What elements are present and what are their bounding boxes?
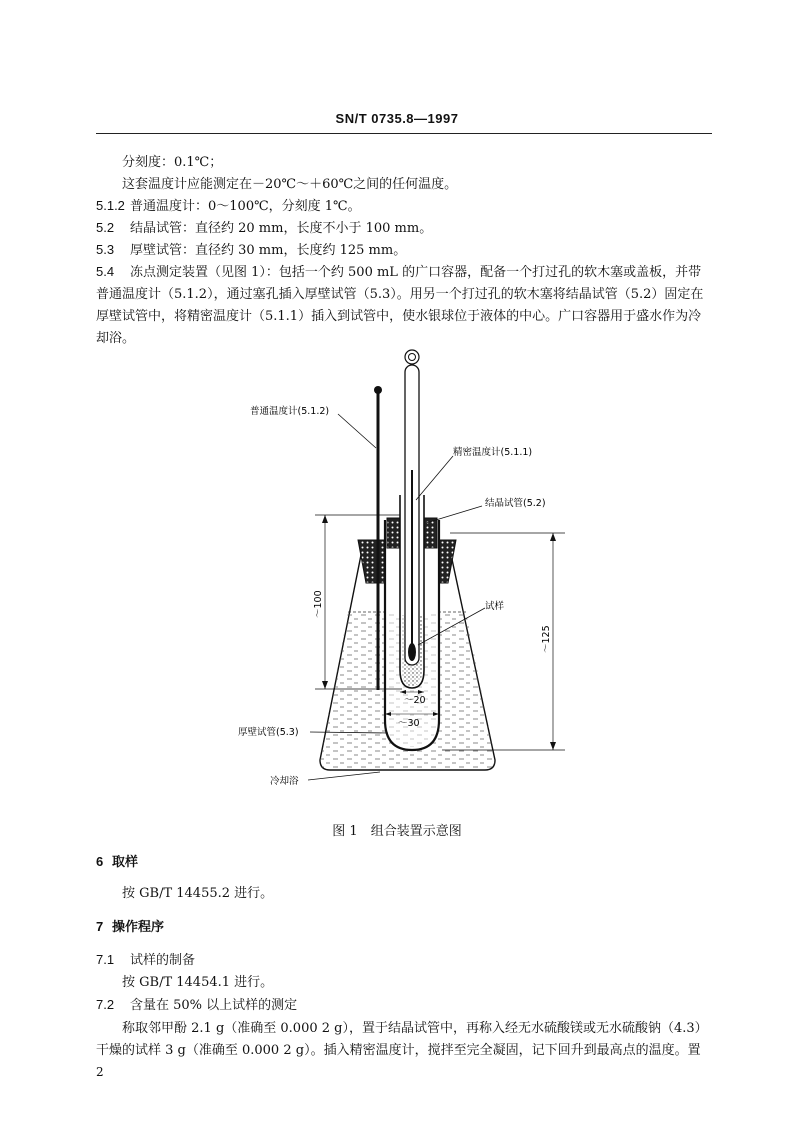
section-text: 结晶试管：直径约 20 mm，长度不小于 100 mm。: [130, 221, 433, 236]
page-number: 2: [96, 1065, 104, 1079]
body-line: 却浴。: [96, 331, 136, 346]
section-number: 7: [96, 919, 104, 934]
page-header: SN/T 0735.8—1997: [335, 111, 459, 126]
section-title: 操作程序: [112, 920, 165, 935]
body-line: 按 GB/T 14454.1 进行。: [122, 975, 274, 990]
section-number: 5.3: [96, 242, 115, 257]
section-6-heading: [96, 851, 138, 870]
label-crystallization-tube: 结晶试管(5.2): [485, 498, 546, 509]
section-title: 含量在 50% 以上试样的测定: [130, 998, 298, 1013]
section-text: 冻点测定装置（见图 1）：包括一个约 500 mL 的广口容器，配备一个打过孔的软木塞或盖板，并带: [130, 265, 702, 280]
label-cooling-bath: 冷却浴: [270, 776, 299, 787]
dim-100: ～100: [313, 590, 324, 618]
body-line: 称取邻甲酚 2.1 g（准确至 0.000 2 g），置于结晶试管中，再称入经无水硫酸镁或无水硫酸钠（4.3）: [122, 1021, 708, 1036]
body-line: 干燥的试样 3 g（准确至 0.000 2 g）。插入精密温度计，搅拌至完全凝固，记下回升到最高点的温度。置: [96, 1043, 701, 1058]
dim-125: ～125: [541, 625, 552, 653]
section-title: 试样的制备: [130, 953, 196, 968]
section-5-1-2: [96, 195, 361, 214]
label-sample: 试样: [485, 601, 505, 612]
section-number: 5.4: [96, 264, 115, 279]
section-text: 普通温度计：0～100℃，分刻度 1℃。: [130, 199, 361, 214]
section-number: 7.1: [96, 952, 115, 967]
section-5-2: [96, 217, 432, 236]
section-7-2: [96, 994, 297, 1013]
body-line: 按 GB/T 14455.2 进行。: [122, 886, 274, 901]
body-line: 分刻度：0.1℃；: [122, 155, 223, 170]
label-ordinary-thermometer: 普通温度计(5.1.2): [250, 406, 330, 417]
apparatus-diagram: [220, 340, 580, 810]
section-7-1: [96, 949, 195, 968]
section-number: 5.2: [96, 220, 115, 235]
label-thick-walled-tube: 厚壁试管(5.3): [238, 727, 299, 738]
label-precision-thermometer: 精密温度计(5.1.1): [453, 447, 533, 458]
section-7-heading: [96, 916, 164, 935]
header-rule: [96, 133, 712, 134]
dim-20: ～20: [404, 695, 426, 706]
section-number: 7.2: [96, 997, 115, 1012]
figure-caption: 图 1 组合装置示意图: [332, 824, 462, 839]
body-line: 普通温度计（5.1.2），通过塞孔插入厚壁试管（5.3）。用另一个打过孔的软木塞将结晶试管（5.2）固定在: [96, 287, 704, 302]
section-5-3: [96, 239, 406, 258]
dim-30: ～30: [398, 718, 420, 729]
section-text: 厚壁试管：直径约 30 mm，长度约 125 mm。: [130, 243, 407, 258]
body-line: 厚壁试管中，将精密温度计（5.1.1）插入到试管中，使水银球位于液体的中心。广口容器用于盛水作为冷: [96, 309, 702, 324]
section-title: 取样: [112, 855, 139, 870]
section-number: 5.1.2: [96, 198, 125, 213]
section-5-4: [96, 261, 701, 280]
section-number: 6: [96, 854, 104, 869]
body-line: 这套温度计应能测定在－20℃～＋60℃之间的任何温度。: [122, 177, 458, 192]
